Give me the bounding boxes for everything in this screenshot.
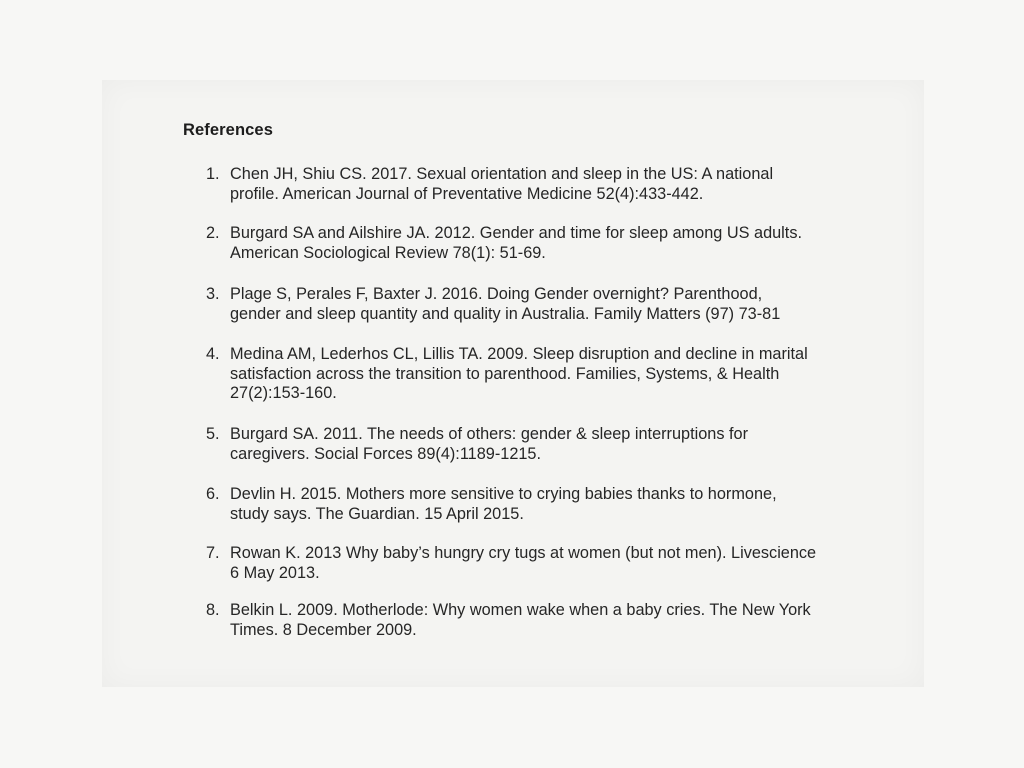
reference-item-1 — [206, 165, 846, 204]
reference-number: 4. — [206, 345, 220, 363]
reference-item-7 — [206, 544, 846, 583]
reference-number: 5. — [206, 425, 220, 443]
reference-number: 2. — [206, 224, 220, 242]
reference-number: 3. — [206, 285, 220, 303]
reference-number: 8. — [206, 601, 220, 619]
reference-number: 6. — [206, 485, 220, 503]
reference-item-2 — [206, 224, 846, 263]
reference-line: satisfaction across the transition to parenthood. Families, Systems, & Health — [230, 364, 780, 383]
reference-line: 6 May 2013. — [230, 563, 320, 582]
reference-item-3 — [206, 285, 846, 324]
reference-line: 27(2):153-160. — [230, 384, 337, 402]
reference-item-6 — [206, 485, 846, 524]
reference-line: American Sociological Review 78(1): 51-69. — [230, 243, 546, 262]
reference-line: Medina AM, Lederhos CL, Lillis TA. 2009. Sleep disruption and decline in marital — [230, 345, 808, 363]
reference-line: profile. American Journal of Preventative Medicine 52(4):433-442. — [230, 184, 704, 203]
reference-line: Rowan K. 2013 Why baby’s hungry cry tugs at women (but not men). Livescience — [230, 544, 817, 562]
reference-number: 7. — [206, 544, 220, 562]
reference-line: Times. 8 December 2009. — [230, 620, 417, 639]
reference-line: Chen JH, Shiu CS. 2017. Sexual orientation and sleep in the US: A national — [230, 165, 774, 183]
reference-number: 1. — [206, 165, 220, 183]
reference-item-5 — [206, 425, 846, 464]
reference-line: gender and sleep quantity and quality in Australia. Family Matters (97) 73-81 — [230, 304, 781, 323]
reference-item-8 — [206, 601, 846, 640]
reference-line: study says. The Guardian. 15 April 2015. — [230, 504, 524, 523]
references-heading: References — [183, 121, 273, 139]
reference-line: Burgard SA and Ailshire JA. 2012. Gender and time for sleep among US adults. — [230, 224, 802, 242]
reference-line: Belkin L. 2009. Motherlode: Why women wake when a baby cries. The New York — [230, 601, 811, 619]
reference-item-4 — [206, 345, 846, 404]
reference-line: Devlin H. 2015. Mothers more sensitive to crying babies thanks to hormone, — [230, 485, 777, 503]
reference-line: caregivers. Social Forces 89(4):1189-1215. — [230, 444, 542, 463]
reference-line: Burgard SA. 2011. The needs of others: gender & sleep interruptions for — [230, 425, 749, 443]
reference-line: Plage S, Perales F, Baxter J. 2016. Doing Gender overnight? Parenthood, — [230, 285, 763, 303]
